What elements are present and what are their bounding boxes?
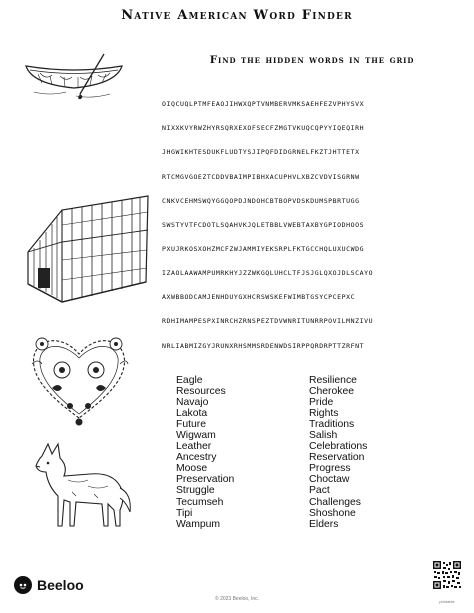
word-item: Celebrations: [309, 441, 368, 453]
word-item: Future: [176, 419, 207, 431]
word-item: Wampum: [176, 518, 221, 530]
qr-code-icon: [432, 560, 462, 590]
grid-row: CNKVCEHMSWQYGGQOPDJNDOHCBTBOPVDSKDUMSPBRTUGG: [162, 196, 360, 205]
grid-row: NIXXKVYRWZHYRSQRXEXOFSECFZMGTVKUQCQPYYIQEQIRH: [162, 124, 365, 133]
floral-heart-illustration: [22, 328, 137, 428]
word-list-left: [176, 375, 234, 530]
canoe-illustration: [20, 50, 128, 102]
word-item: Tecumseh: [176, 496, 224, 508]
grid-row: AXWBBODCAMJENHDUYGXHCRSWSKEFWIMBTGSYCPCEPXC: [162, 293, 356, 302]
grid-row: OIQCUQLPTMFEAOJIHWXQPTVNMBERVMKSAEHFEZVPHYSVX: [162, 100, 365, 109]
word-item: Resources: [176, 386, 226, 398]
word-item: Navajo: [176, 397, 209, 409]
word-item: Pride: [309, 397, 334, 409]
word-item: Progress: [309, 463, 351, 475]
word-item: Salish: [309, 430, 338, 442]
word-item: Shoshone: [309, 507, 356, 519]
word-item: Preservation: [176, 474, 235, 486]
word-item: Pact: [309, 485, 330, 497]
word-item: Cherokee: [309, 386, 355, 398]
word-item: Elders: [309, 518, 339, 530]
page-subtitle: Find the hidden words in the grid: [209, 54, 415, 66]
brand-name: Beeloo: [37, 577, 84, 593]
letter-grid: [162, 84, 448, 362]
grid-row: NRLIABMIZGYJRUNXRHSMMSRDENWDSIRPPQRDRPTTZRFNT: [162, 341, 365, 350]
word-item: Choctaw: [309, 474, 350, 486]
grid-row: JHGWIKHTESDUKFLUDTYSJIPQFDIDGRNELFKZTJHTTETX: [162, 148, 360, 157]
page-title: Native American Word Finder: [121, 8, 353, 23]
word-item: Resilience: [309, 375, 357, 386]
word-item: Rights: [309, 408, 339, 420]
word-item: Reservation: [309, 452, 365, 464]
qr-caption: printable: [439, 599, 455, 604]
bee-logo-icon: [14, 576, 32, 594]
word-item: Tipi: [176, 507, 193, 519]
word-item: Traditions: [309, 419, 355, 431]
brand-logo: [14, 575, 84, 595]
word-item: Wigwam: [176, 430, 216, 442]
word-item: Moose: [176, 463, 208, 475]
word-item: Challenges: [309, 496, 361, 508]
word-item: Eagle: [176, 375, 203, 386]
grid-row: PXUJRKOSXOHZMCFZWJAMMIYEKSRPLFKTGCCHQLUXUCWDG: [162, 244, 365, 253]
longhouse-illustration: [20, 190, 155, 310]
grid-row: SWSTYVTFCDOTLSQAHVKJQLETBBLVWEBTAXBYGPIODHOOS: [162, 220, 365, 229]
grid-row: IZAOLAAWAMPUMRKHYJZZWKGQLUHCLTFJSJGLQXOJDLSCAYO: [162, 269, 374, 278]
word-item: Lakota: [176, 408, 208, 420]
word-list-right: [309, 375, 367, 530]
wolf-illustration: [28, 436, 136, 532]
word-item: Ancestry: [176, 452, 217, 464]
grid-row: RTCMGVGOEZTCDDVBAIMPIBHXACUPHVLXBZCVDVISGRNW: [162, 172, 360, 181]
word-item: Leather: [176, 441, 212, 453]
copyright-text: © 2023 Beeloo, Inc.: [215, 596, 259, 602]
word-item: Struggle: [176, 485, 215, 497]
grid-row: RDHIMAMPESPXINRCHZRNSPEZTDVWNRITUNRRPOVILMNZIVU: [162, 317, 374, 326]
